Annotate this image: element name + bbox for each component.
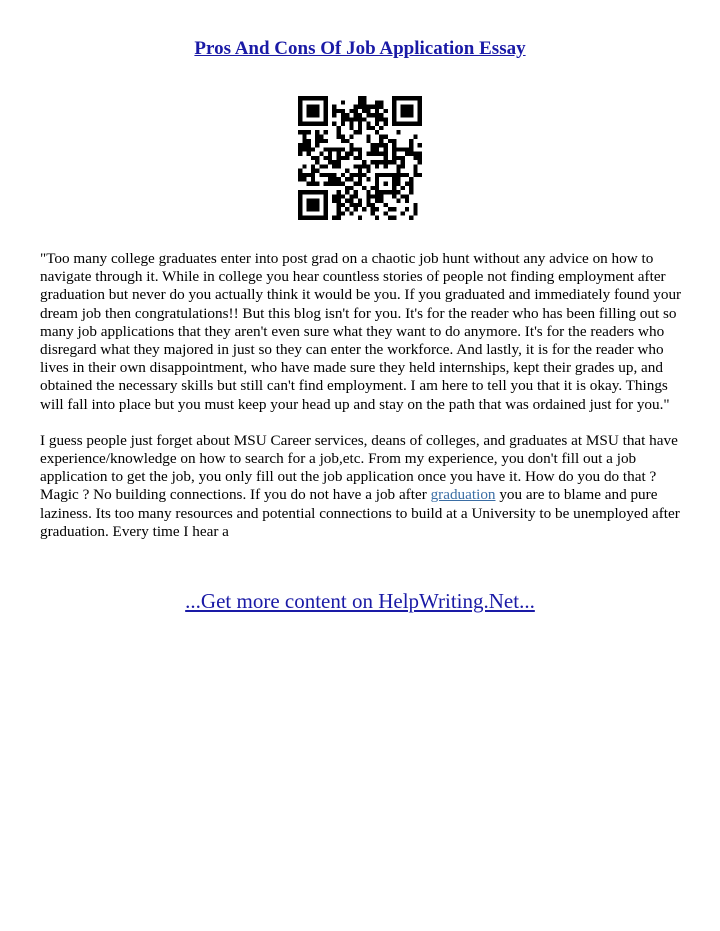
essay-paragraph — [40, 432, 682, 541]
essay-text-after-link: you are to blame and pure laziness. Its too many resources and potential connections to build at a University to be unemployed after graduation. Every time I hear a — [40, 486, 680, 540]
qr-code-icon — [298, 96, 422, 220]
quote-paragraph: "Too many college graduates enter into post grad on a chaotic job hunt without any advice on how to navigate through it. While in college you hear countless stories of people not finding employment after graduation but never do you actually think it would be you. If you graduated and immediately found your dream job then congratulations!! But this blog isn't for you. It's for the reader who has been filling out so many job applications that they aren't even sure what they want to do anymore. It's for the readers who disregard what they majored in just so they can enter the workforce. And lastly, it is for the reader who lives in their own disappointment, who have made sure they held internships, kept their grades up, and obtained the necessary skills but still can't find employment. I am here to tell you that it is okay. Things will fall into place but you must keep your head up and stay on the path that was ordained just for you." — [40, 250, 682, 413]
graduation-link[interactable]: graduation — [430, 486, 496, 504]
document-title-link[interactable]: Pros And Cons Of Job Application Essay — [194, 38, 526, 59]
essay-text-before-link: I guess people just forget about MSU Career services, deans of colleges, and graduates at MSU that have experience/knowledge on how to search for a job,etc. From my experience, you don't fill out a job application to get the job, you only fill out the job application once you have it. How do you do that ? Magic ? No building connections. If you do not have a job after — [40, 431, 678, 504]
document-body — [40, 250, 682, 559]
get-more-content-link[interactable]: ...Get more content on HelpWriting.Net... — [185, 589, 535, 613]
